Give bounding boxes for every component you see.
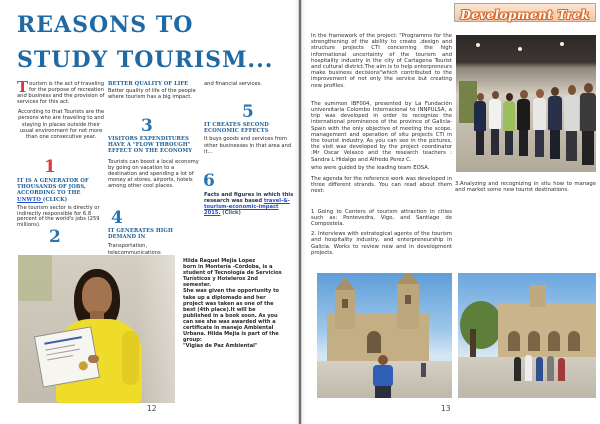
item-5-number: 5 [242, 102, 254, 122]
intro-paragraph-1: ourism is the act of traveling for the purpose of recreation and business and the provision of services for this act. [17, 81, 105, 106]
person-figure [474, 93, 486, 155]
window-shape [405, 295, 411, 304]
item-1-heading [17, 178, 105, 203]
person-shape [525, 355, 532, 381]
man-head [378, 355, 388, 365]
man-legs [375, 386, 391, 398]
person-figure [564, 85, 579, 161]
person-head [551, 87, 559, 96]
item-5-block [204, 122, 296, 155]
page-title [17, 8, 273, 78]
person-figure [517, 90, 530, 156]
certificate-seal [78, 361, 88, 371]
ceiling-light [560, 42, 564, 46]
tree-shape [460, 301, 502, 349]
arch-shape [528, 331, 540, 351]
person-legs [519, 130, 528, 156]
section-badge [454, 3, 596, 22]
tower-shape [335, 289, 355, 329]
item-2-heading: BETTER QUALITY OF LIFE [108, 81, 189, 87]
person-body [489, 99, 501, 129]
item-5-body: It buys goods and services from other businesses in that area and it… [204, 136, 292, 155]
caption-line: published in a book soon. As you [183, 312, 278, 319]
person-head [477, 93, 484, 101]
person-body [517, 99, 530, 130]
item-3-number: 3 [141, 116, 153, 136]
tower-roof-shape [335, 277, 355, 290]
window-shape [342, 299, 348, 308]
caption-line: can see she was awarded with a [183, 318, 276, 325]
caption-line: Turísticos y Hoteleros 2nd [183, 276, 258, 283]
page-number-left: 12 [147, 404, 157, 413]
person-legs [582, 131, 594, 165]
item-1-click-link[interactable]: (CLICK) [42, 196, 68, 203]
arch-shape [548, 331, 560, 351]
caption-line: project was taken as one of the [183, 300, 274, 307]
agenda-item-2: 2. Interviews with estrategical agents of the tourism and hospitality industry, and enterpreneurship in Galicia. Works to review new and in development projects. [311, 231, 452, 256]
item-1-body: The tourism sector is directly or indirectly responsible for 6.8 percent of the world's jobs (259 millions). [17, 204, 100, 229]
intro-paragraph-2: According to that Tourists are the persons who are traveling to and staying in places outside their usual environment for not more than one consecutive year. [17, 109, 105, 140]
item-2-body: Better quality of life of the people where tourism has a big impact. [108, 88, 196, 101]
ceiling-light [518, 47, 522, 51]
caption-line: student of Tecnología de Servicios [183, 270, 282, 277]
person-legs [491, 129, 499, 155]
certificate-line [44, 336, 82, 345]
item-3-heading: VISITORS EXPENDITURES HAVE A "FLOW THROUGH" EFFECT ON THE ECONOMY [108, 136, 193, 155]
caption-line: Urbana. Hilda Mejia is part of the [183, 331, 279, 338]
item-6-number: 6 [203, 171, 215, 191]
item-1-block [17, 178, 105, 229]
person-shape [547, 356, 554, 381]
title-line-1: REASONS TO [17, 12, 194, 38]
person-figure [489, 91, 501, 155]
item-1-number: 1 [44, 157, 56, 177]
section-badge-label: Development Trek [460, 8, 590, 22]
tower-shape [397, 283, 419, 329]
paragraph-agenda: The agenda for the reference work was developed in three different strands. You can read about them next: [311, 176, 452, 195]
caption-line: certificate in manejo Ambiental [183, 325, 274, 332]
person-legs [505, 131, 513, 155]
item-6-text: Facts and figures in which this research was based [204, 192, 294, 205]
title-line-2: STUDY TOURISM... [17, 47, 274, 73]
person-head [584, 83, 593, 93]
tower-roof-shape [397, 273, 419, 284]
person-shape [514, 357, 521, 381]
item-3-block [108, 136, 202, 189]
person-body [564, 95, 579, 131]
page-number-right: 13 [441, 404, 451, 413]
arch-shape [568, 331, 580, 351]
caption-line: "Vigias de Paz Ambiental" [183, 343, 258, 350]
group-visit-photo [456, 35, 596, 172]
arm-shape [122, 331, 139, 385]
arch-shape [508, 331, 520, 351]
page-fold-gutter [294, 0, 306, 424]
unwto-link[interactable]: UNWTO [17, 196, 43, 203]
person-shape [421, 363, 426, 377]
person-body [580, 93, 596, 131]
tree-trunk [470, 329, 476, 357]
man-blue-shirt [373, 365, 393, 387]
square-group-photo [458, 273, 596, 398]
student-caption [183, 258, 299, 349]
item-4-block [108, 228, 202, 256]
caption-line: semester. [183, 282, 211, 289]
person-figure [548, 87, 562, 159]
person-body [474, 101, 486, 131]
person-figure [503, 93, 515, 155]
group-photo-caption: 3.Analyzing and recognizing in situ how to manage and market some new tourist destinations. [455, 181, 596, 194]
photo-student-with-certificate [18, 255, 175, 403]
person-legs [566, 131, 577, 161]
item-2-block [108, 81, 202, 100]
item-1-heading-text: IT IS A GENERATOR OF THOUSANDS OF JOBS, ACCORDING TO THE [17, 178, 89, 197]
caption-line: best (4th place).It will be [183, 306, 256, 313]
item-3-body: Tourists can boost a local economy by going on vacation to a destination and spending a lot of money at stores, airports, hotels among other cool places. [108, 158, 199, 189]
cathedral-plaza-photo [317, 273, 452, 398]
item-4-body: Transportation, telecommunications [108, 243, 161, 256]
intro-drop-cap: T [17, 78, 29, 96]
paragraph-framework: In the framework of the project: "Programms for the strengthening of the ability to create ,design and structure projects CTI concerning the high informational uncertainty of the tourism and hospitality industry in the city of Cartagena Tourist and cultural district.The aim is to help enterpreneurs make business decisions"which contributed to the improvement of not only the service but creating new profiles. [311, 33, 452, 89]
item-5-heading: IT CREATES SECOND ECONOMIC EFFECTS [204, 122, 269, 135]
item-2-number: 2 [49, 227, 61, 247]
item-4-heading: IT GENERATES HIGH DEMAND IN [108, 228, 173, 241]
item-6-block [204, 192, 296, 216]
caption-line: Hilda Raquel Mejía Lopez [183, 258, 256, 264]
person-head [536, 89, 544, 98]
person-shape [536, 357, 543, 381]
article-body [311, 33, 452, 265]
person-head [520, 90, 528, 99]
certificate-line [46, 349, 80, 356]
person-figure [533, 89, 546, 157]
person-legs [476, 131, 484, 155]
item-4-continuation: and financial services. [204, 81, 262, 87]
face-shape [82, 277, 112, 315]
ceiling-light [476, 43, 480, 47]
person-body [533, 98, 546, 130]
person-legs [550, 130, 560, 159]
paragraph-guided: who were guided by the leading team EOSA. [311, 164, 430, 171]
agenda-item-1: 1 Going to Centers of tourism attraction in cities such as: Pontevedra, Vigo, and Santiago de Compostela. [311, 208, 452, 228]
travel-tourism-impact-link[interactable]: travel-&-tourism-economic-impact 2015. [204, 198, 290, 217]
paragraph-summon: The summon IBF004, presented by La Fundación universitaria Colombo Internacional to INNPULSA, a trip was developed in order to recognize the international prominence of the province of Galicia-Spain with the only objective of meeting the scope, management and operation of situ projects CTI in the tourist industry. As you can see in the pictures, the visit was developed by the project coordinator :Mr Oscar Velasco and the research teachers : Sandra L Hidalgo and Alfredo Perez C. [311, 100, 452, 163]
person-body [503, 101, 515, 131]
caption-line: She was given the opportunity to [183, 288, 280, 295]
person-head [506, 93, 513, 101]
tower-shape [530, 285, 546, 307]
item-6-click-link[interactable]: (Click) [222, 210, 241, 217]
person-figure [580, 83, 596, 165]
person-shape [558, 358, 565, 381]
photo-wall-patch [18, 255, 52, 301]
door-shape [367, 331, 381, 353]
person-head [492, 91, 499, 99]
caption-line: take up a diplomado and her [183, 294, 266, 301]
person-body [548, 96, 562, 130]
caption-line: group: [183, 337, 202, 344]
caption-line: born in Montería -Córdoba, is a [183, 264, 273, 271]
hand-shape [88, 355, 99, 363]
intro-text [17, 78, 105, 140]
person-head [568, 85, 576, 95]
certificate-line [47, 355, 73, 360]
item-4-number: 4 [111, 208, 123, 228]
person-legs [535, 130, 544, 157]
